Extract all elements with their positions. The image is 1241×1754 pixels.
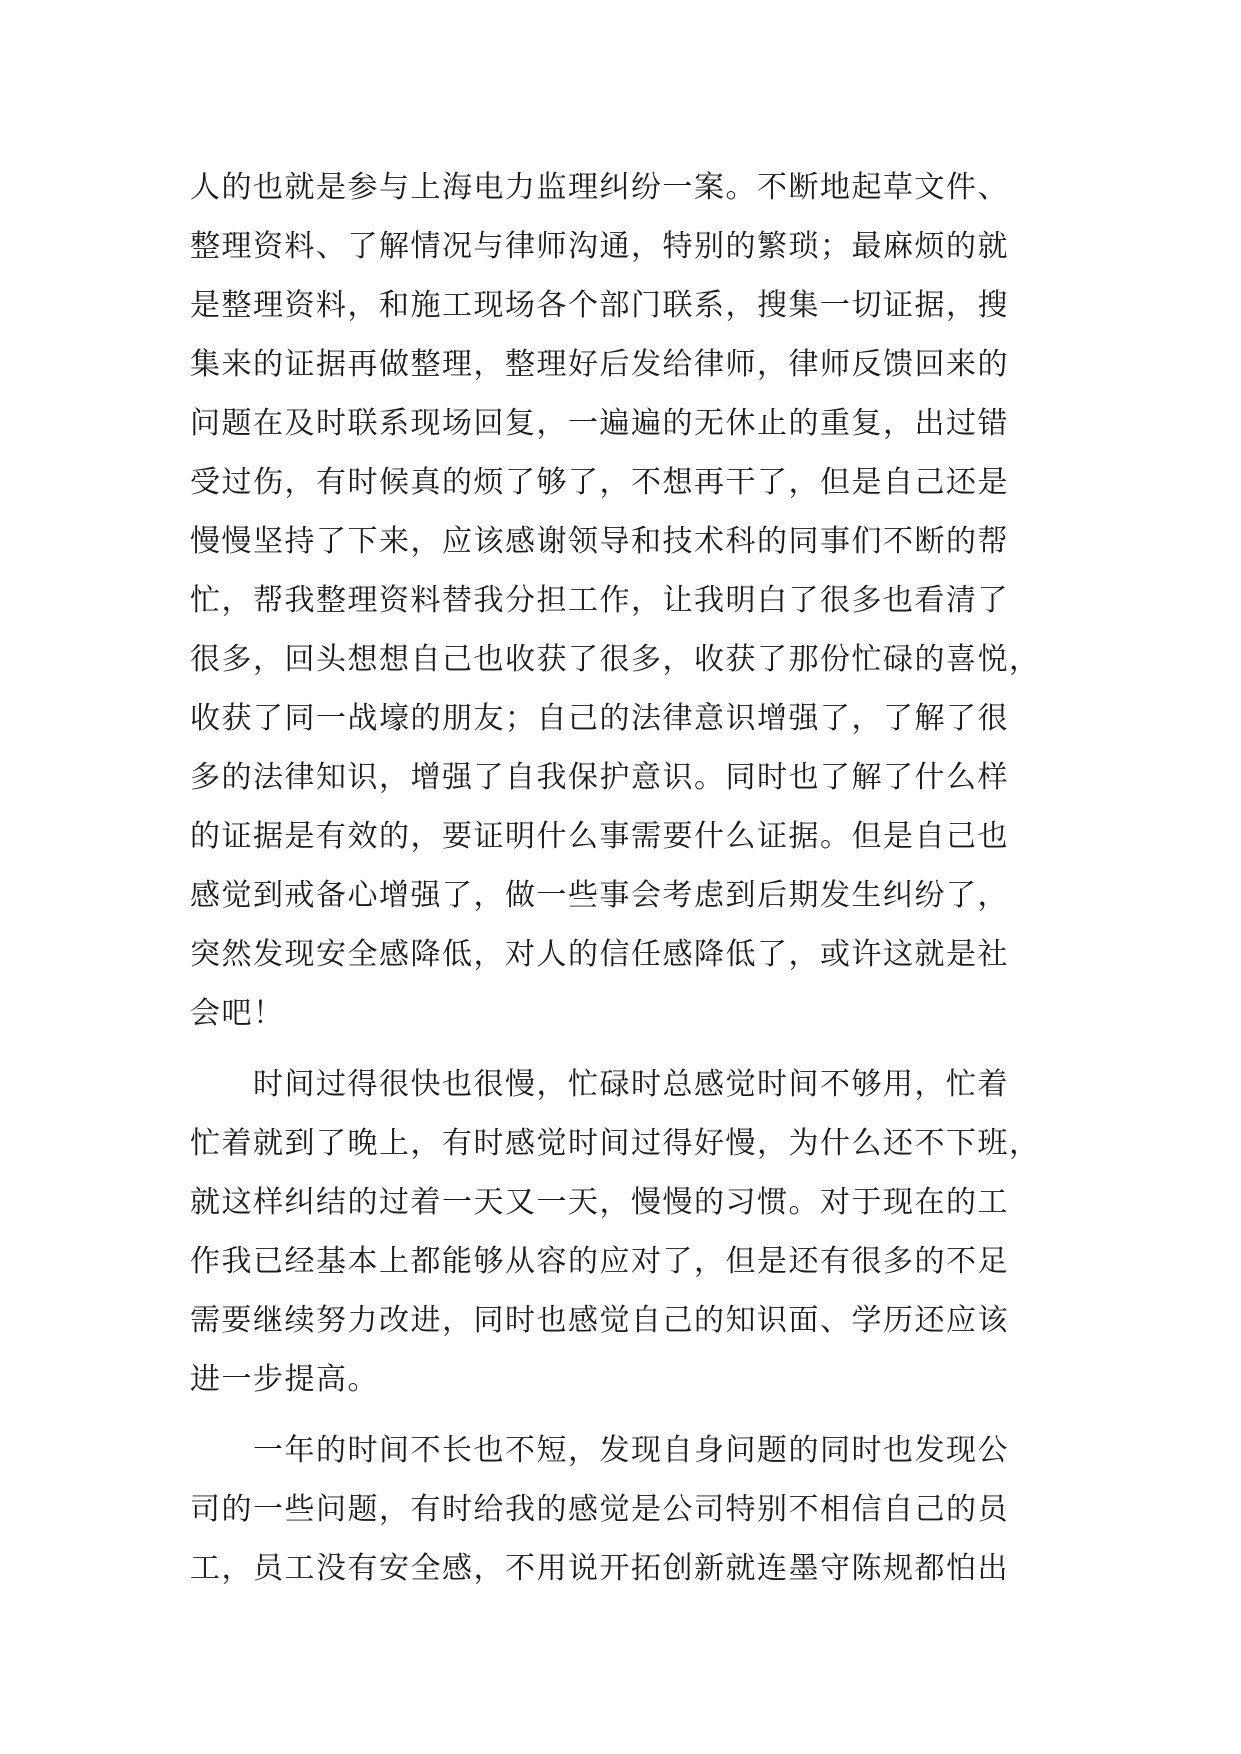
text-line: 作我已经基本上都能够从容的应对了，但是还有很多的不足 (190, 1244, 1009, 1279)
text-line: 忙着就到了晚上，有时感觉时间过得好慢，为什么还不下班， (190, 1126, 1041, 1161)
text-line: 突然发现安全感降低，对人的信任感降低了，或许这就是社 (190, 937, 1009, 972)
text-line: 收获了同一战壕的朋友；自己的法律意识增强了，了解了很 (190, 701, 1009, 736)
text-line: 感觉到戒备心增强了，做一些事会考虑到后期发生纠纷了， (190, 878, 1009, 913)
paragraph-2 (190, 1055, 1070, 1409)
paragraph-spacer (190, 1043, 1070, 1055)
paragraph-spacer (190, 1409, 1070, 1421)
text-line: 忙，帮我整理资料替我分担工作，让我明白了很多也看清了 (190, 583, 1009, 618)
text-line: 是整理资料，和施工现场各个部门联系，搜集一切证据，搜 (190, 288, 1009, 323)
paragraph-1 (190, 158, 1070, 1043)
text-line: 进一步提高。 (190, 1362, 379, 1397)
text-line: 司的一些问题，有时给我的感觉是公司特别不相信自己的员 (190, 1492, 1009, 1527)
text-line: 人的也就是参与上海电力监理纠纷一案。不断地起草文件、 (190, 170, 1009, 205)
text-line: 就这样纠结的过着一天又一天，慢慢的习惯。对于现在的工 (190, 1185, 1009, 1220)
text-line: 多的法律知识，增强了自我保护意识。同时也了解了什么样 (190, 760, 1009, 795)
document-body (190, 158, 1070, 1598)
text-line: 时间过得很快也很慢，忙碌时总感觉时间不够用，忙着 (190, 1067, 1009, 1102)
text-line: 的证据是有效的，要证明什么事需要什么证据。但是自己也 (190, 819, 1009, 854)
text-line: 集来的证据再做整理，整理好后发给律师，律师反馈回来的 (190, 347, 1009, 382)
text-line: 很多，回头想想自己也收获了很多，收获了那份忙碌的喜悦， (190, 642, 1041, 677)
text-line: 需要继续努力改进，同时也感觉自己的知识面、学历还应该 (190, 1303, 1009, 1338)
text-line: 会吧！ (190, 996, 285, 1031)
text-line: 慢慢坚持了下来，应该感谢领导和技术科的同事们不断的帮 (190, 524, 1009, 559)
text-line: 问题在及时联系现场回复，一遍遍的无休止的重复，出过错 (190, 406, 1009, 441)
text-line: 一年的时间不长也不短，发现自身问题的同时也发现公 (190, 1433, 1009, 1468)
text-line: 工，员工没有安全感，不用说开拓创新就连墨守陈规都怕出 (190, 1551, 1009, 1586)
paragraph-3 (190, 1421, 1070, 1598)
text-line: 整理资料、了解情况与律师沟通，特别的繁琐；最麻烦的就 (190, 229, 1009, 264)
text-line: 受过伤，有时候真的烦了够了，不想再干了，但是自己还是 (190, 465, 1009, 500)
